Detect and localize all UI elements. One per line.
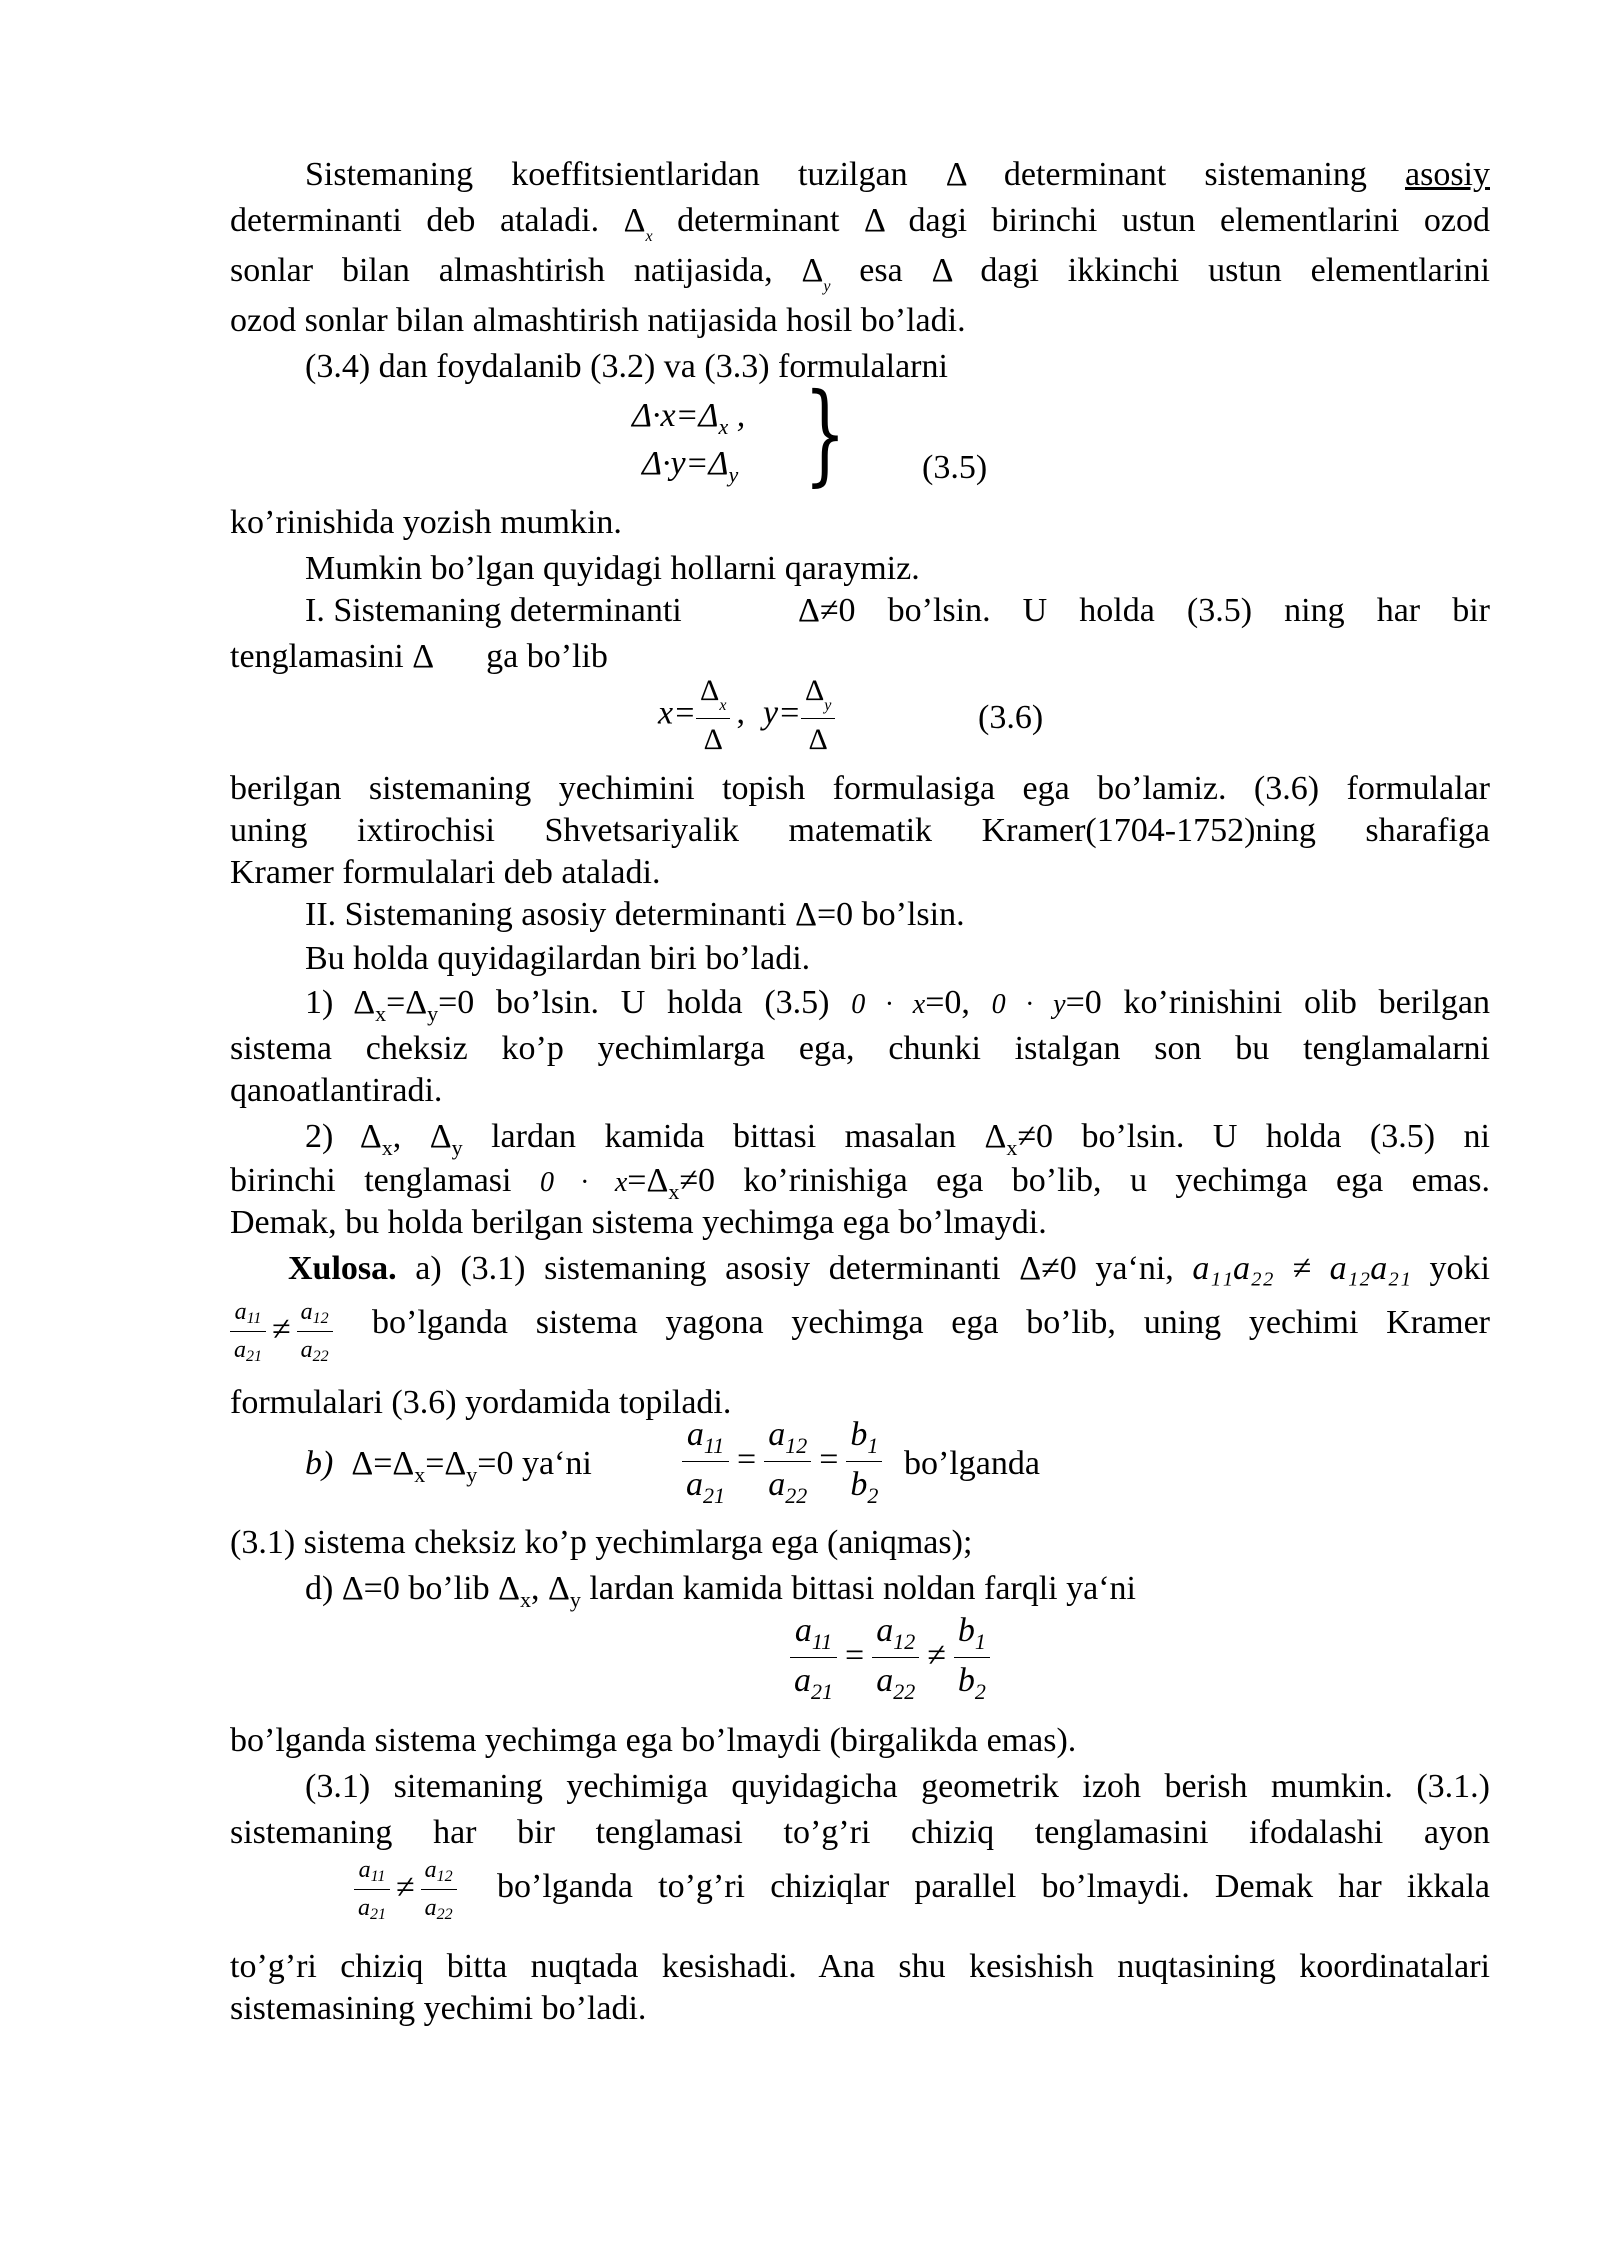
text-line: Sistemaning koeffitsientlaridan tuzilgan Δ determinant sistemaning asosiy (305, 156, 1490, 193)
text-line: Demak, bu holda berilgan sistema yechimga ega bo’lmaydi. (230, 1204, 1047, 1241)
equation-3-5-line-1: $\Delta\cdot x=\Delta_x$ , (632, 397, 746, 439)
text-line: bo’lganda sistema yechimga ega bo’lmaydi (birgalikda emas). (230, 1722, 1077, 1759)
text-line: I. Sistemaning determinanti Δ≠0 bo’lsin. U holda (3.5) ning har bir (305, 592, 1490, 629)
text-line: (3.1) sitemaning yechimiga quyidagicha geometrik izoh berish mumkin. (3.1.) (305, 1768, 1490, 1805)
text-line: 1) $\Delta_x=\Delta_y=0$ bo’lsin. U holda (3.5) 0 · x=0, 0 · y=0 ko’rinishini olib berilgan (305, 984, 1491, 1026)
case-b-label: b) $\Delta=\Delta_x=\Delta_y=0$ ya‘ni (305, 1445, 592, 1487)
text-line: to’g’ri chiziq bitta nuqtada kesishadi. Ana shu kesishish nuqtasining koordinatalari (230, 1948, 1490, 1985)
equation-3-5-line-2: $\Delta\cdot y=\Delta_y$ (642, 445, 739, 487)
fraction-inequality-d: $\frac{a_{11}}{a_{21}}$ = $\frac{a_{12}}{a_{22}}$ ≠ $\frac{b_1}{b_2}$ (790, 1614, 990, 1703)
text-line: ozod sonlar bilan almashtirish natijasida hosil bo’ladi. (230, 302, 966, 339)
text-line: (3.1) sistema cheksiz ko’p yechimlarga ega (aniqmas); (230, 1524, 973, 1561)
text-line: II. Sistemaning asosiy determinanti Δ=0 bo’lsin. (305, 896, 965, 933)
text-line: d) Δ=0 bo’lib $\Delta_x$, $\Delta_y$ lardan kamida bittasi noldan farqli ya‘ni (305, 1570, 1136, 1612)
text-line: Kramer formulalari deb ataladi. (230, 854, 661, 891)
right-brace: } (804, 369, 846, 497)
equation-3-6-label: (3.6) (978, 699, 1044, 736)
fraction-inequality: $\frac{a_{11}}{a_{21}}$ ≠ $\frac{a_{12}}{a_{22}}$ (230, 1300, 333, 1365)
text-line: tenglamasini Δ ga bo’lib (230, 638, 608, 675)
text-line: birinchi tenglamasi $0 \cdot x=\Delta_x\ne 0$ ko’rinishiga ega bo’lib, u yechimga ega emas. (230, 1162, 1490, 1204)
text-line: uning ixtirochisi Shvetsariyalik matematik Kramer(1704-1752)ning sharafiga (230, 812, 1490, 849)
text-line: sistemaning har bir tenglamasi to’g’ri chiziq tenglamasini ifodalashi ayon (230, 1814, 1490, 1851)
text-line: 2) $\Delta_x$, $\Delta_y$ lardan kamida bittasi masalan $\Delta_x\ne 0$ bo’lsin. U holda (3.5) ni (305, 1118, 1490, 1160)
equation-3-6: x= $\frac{\Delta_x}{\Delta}$ , y= $\frac{\Delta_y}{\Delta}$ (658, 676, 835, 755)
text-line: ko’rinishida yozish mumkin. (230, 504, 622, 541)
text-line: qanoatlantiradi. (230, 1072, 443, 1109)
text-line: determinanti deb ataladi. $\Delta_x$ determinant Δ dagi birinchi ustun elementlarini ozod (230, 202, 1490, 245)
text-line: berilgan sistemaning yechimini topish formulasiga ega bo’lamiz. (3.6) formulalar (230, 770, 1490, 807)
conclusion-heading: Xulosa. (288, 1250, 397, 1287)
text-line: sistemasining yechimi bo’ladi. (230, 1990, 647, 2027)
text-line: formulalari (3.6) yordamida topiladi. (230, 1384, 732, 1421)
text-line: Xulosa. a) (3.1) sistemaning asosiy determinanti Δ≠0 ya‘ni, a₁₁a₂₂ ≠ a₁₂a₂₁ yoki (288, 1250, 1490, 1287)
text-line: sonlar bilan almashtirish natijasida, $\Delta_y$ esa Δ dagi ikkinchi ustun elementlarini (230, 252, 1490, 295)
fraction-equality: $\frac{a_{11}}{a_{21}}$ = $\frac{a_{12}}{a_{22}}$ = $\frac{b_1}{b_2}$ (682, 1418, 882, 1507)
text-line: bo’lganda (904, 1445, 1040, 1482)
fraction-inequality-geom: $\frac{a_{11}}{a_{21}}$ ≠ $\frac{a_{12}}{a_{22}}$ (354, 1858, 457, 1923)
text-line: Mumkin bo’lgan quyidagi hollarni qaraymiz. (305, 550, 920, 587)
text-line: sistema cheksiz ko’p yechimlarga ega, chunki istalgan son bu tenglamalarni (230, 1030, 1490, 1067)
text-line: bo’lganda sistema yagona yechimga ega bo’lib, uning yechimi Kramer (372, 1304, 1490, 1341)
text-line: bo’lganda to’g’ri chiziqlar parallel bo’lmaydi. Demak har ikkala (497, 1868, 1490, 1905)
equation-3-5-label: (3.5) (922, 449, 988, 486)
text-line: (3.4) dan foydalanib (3.2) va (3.3) formulalarni (305, 348, 948, 385)
text-line: Bu holda quyidagilardan biri bo’ladi. (305, 940, 811, 977)
